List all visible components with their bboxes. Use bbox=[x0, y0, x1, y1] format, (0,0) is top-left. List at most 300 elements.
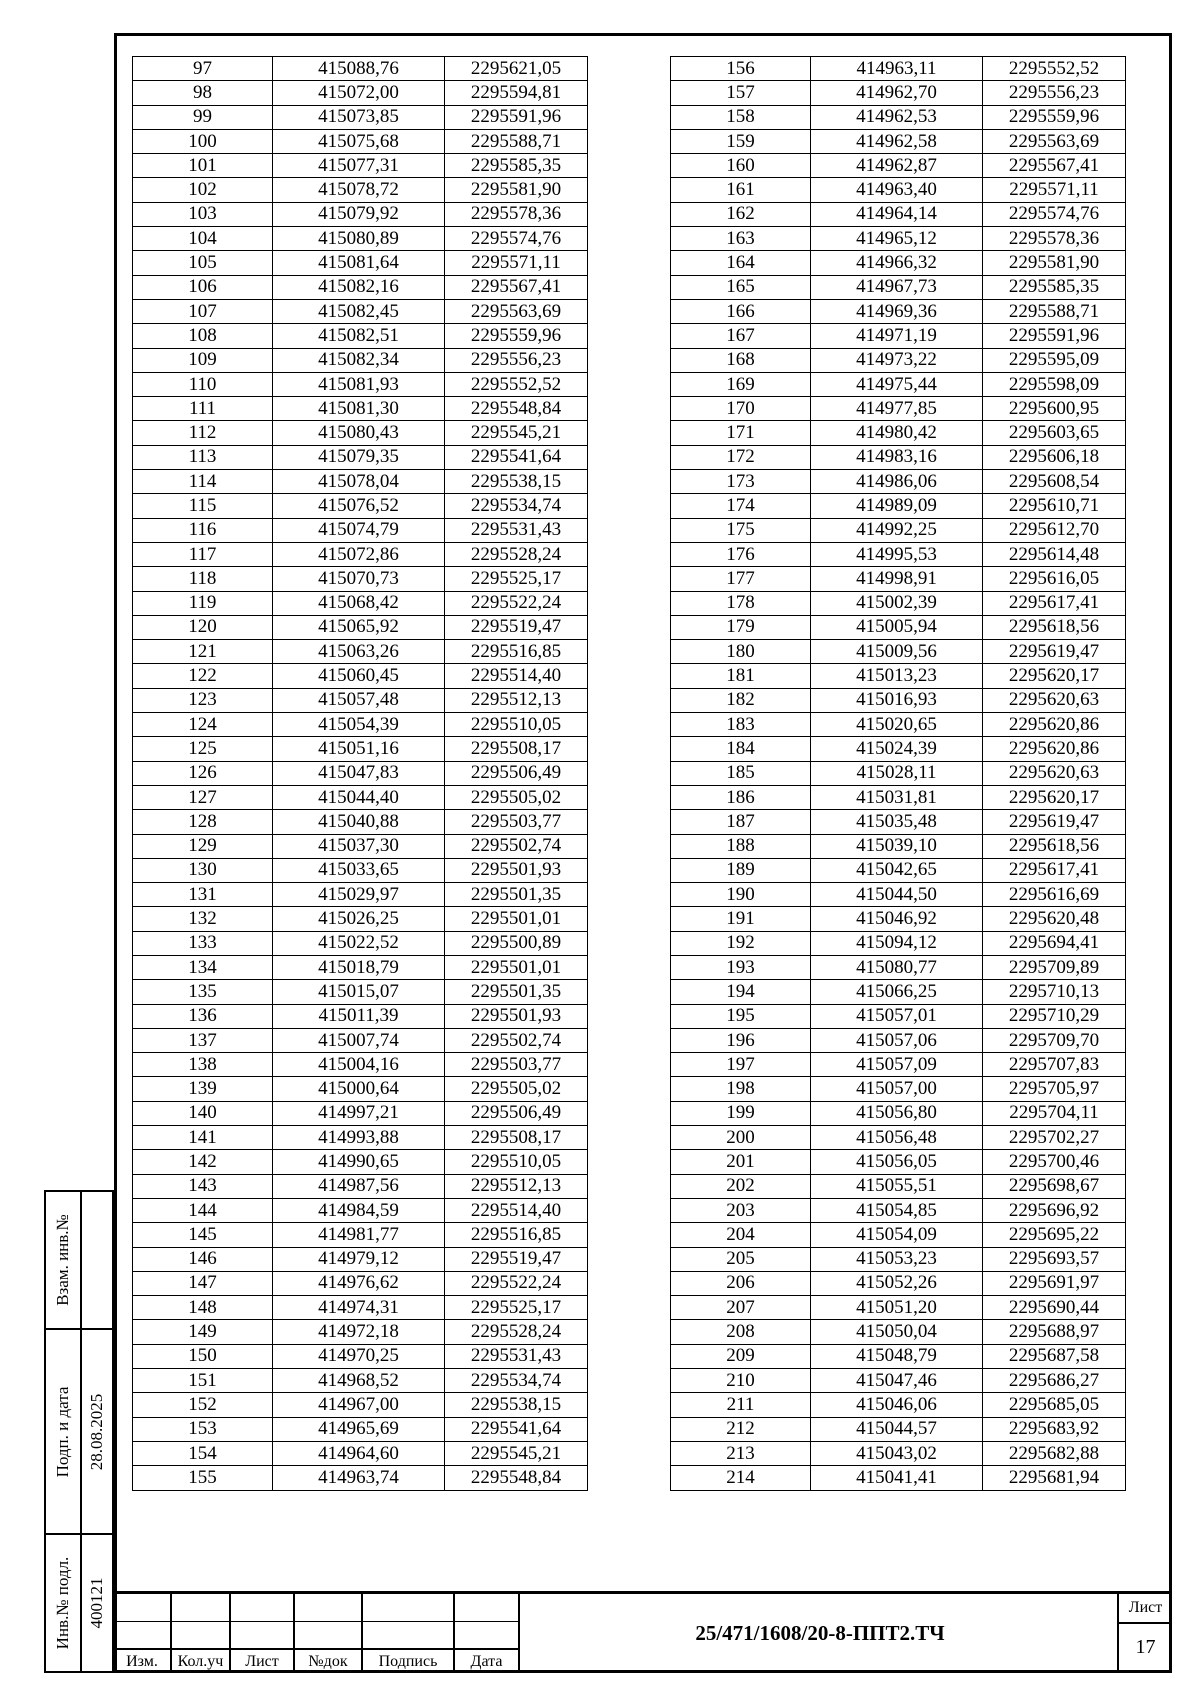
coord-x: 414962,58 bbox=[811, 129, 983, 153]
coord-x: 415051,20 bbox=[811, 1296, 983, 1320]
point-number: 174 bbox=[671, 494, 811, 518]
coord-y: 2295506,49 bbox=[445, 761, 588, 785]
coord-y: 2295578,36 bbox=[445, 202, 588, 226]
coord-y: 2295581,90 bbox=[445, 178, 588, 202]
coord-y: 2295710,29 bbox=[983, 1004, 1126, 1028]
coord-x: 415040,88 bbox=[273, 810, 445, 834]
point-number: 121 bbox=[133, 640, 273, 664]
coord-x: 414993,88 bbox=[273, 1126, 445, 1150]
coord-y: 2295545,21 bbox=[445, 421, 588, 445]
coord-y: 2295500,89 bbox=[445, 931, 588, 955]
coord-x: 415088,76 bbox=[273, 57, 445, 81]
point-number: 146 bbox=[133, 1247, 273, 1271]
coord-y: 2295519,47 bbox=[445, 615, 588, 639]
coord-y: 2295502,74 bbox=[445, 834, 588, 858]
coord-x: 415072,00 bbox=[273, 81, 445, 105]
coord-y: 2295695,22 bbox=[983, 1223, 1126, 1247]
coord-x: 415082,51 bbox=[273, 324, 445, 348]
point-number: 193 bbox=[671, 955, 811, 979]
point-number: 104 bbox=[133, 227, 273, 251]
coord-x: 415066,25 bbox=[811, 980, 983, 1004]
table-row bbox=[671, 664, 1126, 688]
coord-x: 415028,11 bbox=[811, 761, 983, 785]
table-row bbox=[133, 275, 588, 299]
coord-x: 415055,51 bbox=[811, 1174, 983, 1198]
coord-y: 2295502,74 bbox=[445, 1028, 588, 1052]
coord-x: 414979,12 bbox=[273, 1247, 445, 1271]
coord-x: 414964,60 bbox=[273, 1441, 445, 1465]
coord-y: 2295710,13 bbox=[983, 980, 1126, 1004]
coord-x: 415094,12 bbox=[811, 931, 983, 955]
coord-x: 415065,92 bbox=[273, 615, 445, 639]
coord-x: 414977,85 bbox=[811, 397, 983, 421]
coord-x: 414997,21 bbox=[273, 1101, 445, 1125]
coord-x: 415080,43 bbox=[273, 421, 445, 445]
stamp-original-inventory bbox=[44, 1535, 114, 1673]
point-number: 158 bbox=[671, 105, 811, 129]
sheet-label: Лист bbox=[1119, 1594, 1172, 1624]
coord-y: 2295698,67 bbox=[983, 1174, 1126, 1198]
coord-y: 2295709,70 bbox=[983, 1028, 1126, 1052]
point-number: 187 bbox=[671, 810, 811, 834]
table-row bbox=[671, 1441, 1126, 1465]
coord-y: 2295516,85 bbox=[445, 1223, 588, 1247]
point-number: 112 bbox=[133, 421, 273, 445]
point-number: 108 bbox=[133, 324, 273, 348]
coord-y: 2295559,96 bbox=[445, 324, 588, 348]
coord-y: 2295681,94 bbox=[983, 1466, 1126, 1490]
coord-x: 415041,41 bbox=[811, 1466, 983, 1490]
coord-y: 2295556,23 bbox=[445, 348, 588, 372]
table-row bbox=[671, 178, 1126, 202]
coord-y: 2295683,92 bbox=[983, 1417, 1126, 1441]
coord-x: 415081,64 bbox=[273, 251, 445, 275]
coord-x: 415011,39 bbox=[273, 1004, 445, 1028]
coord-y: 2295501,93 bbox=[445, 1004, 588, 1028]
coord-y: 2295608,54 bbox=[983, 470, 1126, 494]
coord-y: 2295617,41 bbox=[983, 591, 1126, 615]
table-row bbox=[133, 785, 588, 809]
point-number: 182 bbox=[671, 688, 811, 712]
coord-x: 415009,56 bbox=[811, 640, 983, 664]
coord-y: 2295528,24 bbox=[445, 542, 588, 566]
coord-x: 415072,86 bbox=[273, 542, 445, 566]
coord-y: 2295522,24 bbox=[445, 591, 588, 615]
point-number: 106 bbox=[133, 275, 273, 299]
table-row bbox=[133, 664, 588, 688]
point-number: 160 bbox=[671, 154, 811, 178]
title-col-kolutch bbox=[172, 1594, 231, 1673]
table-row bbox=[133, 1271, 588, 1295]
coord-y: 2295501,35 bbox=[445, 980, 588, 1004]
table-row bbox=[133, 1393, 588, 1417]
coord-y: 2295563,69 bbox=[983, 129, 1126, 153]
point-number: 165 bbox=[671, 275, 811, 299]
table-row bbox=[133, 324, 588, 348]
point-number: 210 bbox=[671, 1369, 811, 1393]
point-number: 142 bbox=[133, 1150, 273, 1174]
point-number: 149 bbox=[133, 1320, 273, 1344]
table-row bbox=[133, 348, 588, 372]
point-number: 109 bbox=[133, 348, 273, 372]
point-number: 133 bbox=[133, 931, 273, 955]
title-col-izm-label: Изм. bbox=[126, 1653, 158, 1670]
table-row bbox=[133, 1101, 588, 1125]
point-number: 151 bbox=[133, 1369, 273, 1393]
table-row bbox=[671, 883, 1126, 907]
coord-y: 2295512,13 bbox=[445, 1174, 588, 1198]
title-col-data bbox=[455, 1594, 520, 1673]
coord-y: 2295693,57 bbox=[983, 1247, 1126, 1271]
point-number: 188 bbox=[671, 834, 811, 858]
table-row bbox=[133, 931, 588, 955]
coord-x: 415044,57 bbox=[811, 1417, 983, 1441]
point-number: 205 bbox=[671, 1247, 811, 1271]
stamp-inv-value: 400121 bbox=[87, 1577, 106, 1629]
coord-x: 415029,97 bbox=[273, 883, 445, 907]
point-number: 161 bbox=[671, 178, 811, 202]
point-number: 155 bbox=[133, 1466, 273, 1490]
point-number: 127 bbox=[133, 785, 273, 809]
coord-x: 414974,31 bbox=[273, 1296, 445, 1320]
table-row bbox=[671, 567, 1126, 591]
coord-y: 2295552,52 bbox=[445, 372, 588, 396]
point-number: 185 bbox=[671, 761, 811, 785]
point-number: 132 bbox=[133, 907, 273, 931]
table-row bbox=[133, 470, 588, 494]
coord-y: 2295501,93 bbox=[445, 858, 588, 882]
point-number: 117 bbox=[133, 542, 273, 566]
coord-y: 2295510,05 bbox=[445, 1150, 588, 1174]
table-row bbox=[671, 445, 1126, 469]
coord-y: 2295522,24 bbox=[445, 1271, 588, 1295]
coord-x: 415078,72 bbox=[273, 178, 445, 202]
coord-x: 415054,85 bbox=[811, 1198, 983, 1222]
table-row bbox=[671, 542, 1126, 566]
title-col-list-label: Лист bbox=[245, 1653, 279, 1670]
point-number: 194 bbox=[671, 980, 811, 1004]
coord-y: 2295705,97 bbox=[983, 1077, 1126, 1101]
table-row bbox=[671, 1247, 1126, 1271]
point-number: 184 bbox=[671, 737, 811, 761]
point-number: 116 bbox=[133, 518, 273, 542]
coord-y: 2295528,24 bbox=[445, 1320, 588, 1344]
coord-y: 2295506,49 bbox=[445, 1101, 588, 1125]
coord-x: 415080,89 bbox=[273, 227, 445, 251]
table-row bbox=[671, 1344, 1126, 1368]
coord-x: 414987,56 bbox=[273, 1174, 445, 1198]
point-number: 162 bbox=[671, 202, 811, 226]
coord-x: 415053,23 bbox=[811, 1247, 983, 1271]
coord-x: 414963,40 bbox=[811, 178, 983, 202]
coord-x: 414986,06 bbox=[811, 470, 983, 494]
coord-x: 414969,36 bbox=[811, 299, 983, 323]
point-number: 131 bbox=[133, 883, 273, 907]
coord-x: 414965,69 bbox=[273, 1417, 445, 1441]
table-row bbox=[671, 1198, 1126, 1222]
table-row bbox=[133, 129, 588, 153]
table-row bbox=[671, 1174, 1126, 1198]
table-row bbox=[133, 542, 588, 566]
table-row bbox=[133, 980, 588, 1004]
coord-y: 2295694,41 bbox=[983, 931, 1126, 955]
table-row bbox=[133, 1198, 588, 1222]
point-number: 166 bbox=[671, 299, 811, 323]
point-number: 197 bbox=[671, 1053, 811, 1077]
coord-y: 2295620,63 bbox=[983, 761, 1126, 785]
point-number: 119 bbox=[133, 591, 273, 615]
table-row bbox=[133, 810, 588, 834]
coord-x: 415048,79 bbox=[811, 1344, 983, 1368]
point-number: 152 bbox=[133, 1393, 273, 1417]
point-number: 110 bbox=[133, 372, 273, 396]
point-number: 177 bbox=[671, 567, 811, 591]
table-row bbox=[671, 1053, 1126, 1077]
table-row bbox=[133, 883, 588, 907]
point-number: 214 bbox=[671, 1466, 811, 1490]
table-row bbox=[671, 834, 1126, 858]
coord-x: 415081,30 bbox=[273, 397, 445, 421]
coord-x: 415054,39 bbox=[273, 713, 445, 737]
coord-x: 414966,32 bbox=[811, 251, 983, 275]
table-row bbox=[133, 955, 588, 979]
coord-y: 2295620,86 bbox=[983, 737, 1126, 761]
point-number: 101 bbox=[133, 154, 273, 178]
table-row bbox=[133, 615, 588, 639]
point-number: 123 bbox=[133, 688, 273, 712]
coord-x: 414995,53 bbox=[811, 542, 983, 566]
coord-y: 2295620,17 bbox=[983, 664, 1126, 688]
coord-y: 2295541,64 bbox=[445, 1417, 588, 1441]
coord-y: 2295552,52 bbox=[983, 57, 1126, 81]
table-row bbox=[133, 445, 588, 469]
coord-x: 415044,40 bbox=[273, 785, 445, 809]
point-number: 167 bbox=[671, 324, 811, 348]
table-row bbox=[671, 737, 1126, 761]
table-row bbox=[671, 129, 1126, 153]
coord-y: 2295508,17 bbox=[445, 737, 588, 761]
title-block bbox=[114, 1591, 1172, 1673]
coord-x: 414962,53 bbox=[811, 105, 983, 129]
coord-y: 2295505,02 bbox=[445, 785, 588, 809]
point-number: 200 bbox=[671, 1126, 811, 1150]
coord-x: 414970,25 bbox=[273, 1344, 445, 1368]
table-row bbox=[133, 1369, 588, 1393]
point-number: 156 bbox=[671, 57, 811, 81]
coord-y: 2295606,18 bbox=[983, 445, 1126, 469]
point-number: 102 bbox=[133, 178, 273, 202]
coord-y: 2295591,96 bbox=[445, 105, 588, 129]
table-row bbox=[671, 1150, 1126, 1174]
table-row bbox=[133, 57, 588, 81]
coord-x: 415035,48 bbox=[811, 810, 983, 834]
point-number: 202 bbox=[671, 1174, 811, 1198]
coord-x: 415068,42 bbox=[273, 591, 445, 615]
point-number: 183 bbox=[671, 713, 811, 737]
coord-x: 415056,05 bbox=[811, 1150, 983, 1174]
table-row bbox=[671, 955, 1126, 979]
table-row bbox=[671, 1271, 1126, 1295]
coord-x: 415000,64 bbox=[273, 1077, 445, 1101]
title-row-divider bbox=[114, 1621, 520, 1622]
title-row-divider bbox=[114, 1648, 520, 1650]
point-number: 144 bbox=[133, 1198, 273, 1222]
coord-x: 415044,50 bbox=[811, 883, 983, 907]
coord-x: 414965,12 bbox=[811, 227, 983, 251]
point-number: 169 bbox=[671, 372, 811, 396]
coord-y: 2295578,36 bbox=[983, 227, 1126, 251]
table-row bbox=[671, 227, 1126, 251]
table-row bbox=[671, 1296, 1126, 1320]
point-number: 176 bbox=[671, 542, 811, 566]
table-row bbox=[671, 1466, 1126, 1490]
table-row bbox=[133, 567, 588, 591]
coord-x: 415075,68 bbox=[273, 129, 445, 153]
coord-x: 415054,09 bbox=[811, 1223, 983, 1247]
coord-y: 2295702,27 bbox=[983, 1126, 1126, 1150]
point-number: 120 bbox=[133, 615, 273, 639]
coord-y: 2295619,47 bbox=[983, 810, 1126, 834]
coord-x: 415015,07 bbox=[273, 980, 445, 1004]
coord-y: 2295525,17 bbox=[445, 567, 588, 591]
coord-x: 415046,92 bbox=[811, 907, 983, 931]
coord-x: 415043,02 bbox=[811, 1441, 983, 1465]
stamp-vzam-label: Взам. инв.№ bbox=[53, 1214, 72, 1306]
coord-y: 2295612,70 bbox=[983, 518, 1126, 542]
point-number: 178 bbox=[671, 591, 811, 615]
point-number: 173 bbox=[671, 470, 811, 494]
table-row bbox=[671, 810, 1126, 834]
table-row bbox=[133, 640, 588, 664]
coord-x: 414998,91 bbox=[811, 567, 983, 591]
table-row bbox=[671, 251, 1126, 275]
point-number: 198 bbox=[671, 1077, 811, 1101]
coordinates-table-right-body bbox=[671, 57, 1126, 1491]
coordinates-table-right bbox=[670, 56, 1126, 1491]
coord-x: 415050,04 bbox=[811, 1320, 983, 1344]
coord-y: 2295516,85 bbox=[445, 640, 588, 664]
point-number: 209 bbox=[671, 1344, 811, 1368]
coord-x: 415082,45 bbox=[273, 299, 445, 323]
coord-y: 2295556,23 bbox=[983, 81, 1126, 105]
coord-y: 2295707,83 bbox=[983, 1053, 1126, 1077]
sheet-box bbox=[1117, 1594, 1172, 1673]
coord-y: 2295616,05 bbox=[983, 567, 1126, 591]
table-row bbox=[671, 1101, 1126, 1125]
coord-y: 2295616,69 bbox=[983, 883, 1126, 907]
table-row bbox=[133, 737, 588, 761]
point-number: 212 bbox=[671, 1417, 811, 1441]
table-row bbox=[671, 397, 1126, 421]
point-number: 171 bbox=[671, 421, 811, 445]
coord-y: 2295567,41 bbox=[445, 275, 588, 299]
coordinates-table-left-body bbox=[133, 57, 588, 1491]
table-row bbox=[133, 761, 588, 785]
point-number: 143 bbox=[133, 1174, 273, 1198]
coord-y: 2295548,84 bbox=[445, 397, 588, 421]
point-number: 139 bbox=[133, 1077, 273, 1101]
point-number: 213 bbox=[671, 1441, 811, 1465]
title-col-list bbox=[231, 1594, 295, 1673]
coord-x: 414968,52 bbox=[273, 1369, 445, 1393]
point-number: 124 bbox=[133, 713, 273, 737]
coord-y: 2295548,84 bbox=[445, 1466, 588, 1490]
table-row bbox=[671, 688, 1126, 712]
table-row bbox=[671, 1320, 1126, 1344]
point-number: 97 bbox=[133, 57, 273, 81]
coord-x: 415056,80 bbox=[811, 1101, 983, 1125]
coord-y: 2295585,35 bbox=[445, 154, 588, 178]
point-number: 100 bbox=[133, 129, 273, 153]
table-row bbox=[671, 907, 1126, 931]
coord-y: 2295620,48 bbox=[983, 907, 1126, 931]
coord-x: 415002,39 bbox=[811, 591, 983, 615]
point-number: 154 bbox=[133, 1441, 273, 1465]
table-row bbox=[133, 1247, 588, 1271]
point-number: 195 bbox=[671, 1004, 811, 1028]
table-row bbox=[133, 227, 588, 251]
point-number: 128 bbox=[133, 810, 273, 834]
stamp-replacement-inventory bbox=[44, 1190, 114, 1330]
point-number: 189 bbox=[671, 858, 811, 882]
document-code: 25/471/1608/20-8-ППТ2.ТЧ bbox=[695, 1621, 945, 1645]
table-row bbox=[133, 1296, 588, 1320]
coord-x: 415078,04 bbox=[273, 470, 445, 494]
table-row bbox=[133, 1174, 588, 1198]
point-number: 125 bbox=[133, 737, 273, 761]
coord-y: 2295690,44 bbox=[983, 1296, 1126, 1320]
coord-x: 415005,94 bbox=[811, 615, 983, 639]
point-number: 206 bbox=[671, 1271, 811, 1295]
coord-x: 415081,93 bbox=[273, 372, 445, 396]
table-row bbox=[133, 518, 588, 542]
table-row bbox=[671, 202, 1126, 226]
stamp-signature-date bbox=[44, 1330, 114, 1535]
table-row bbox=[133, 1077, 588, 1101]
coord-y: 2295691,97 bbox=[983, 1271, 1126, 1295]
title-col-ndok bbox=[295, 1594, 363, 1673]
table-row bbox=[671, 421, 1126, 445]
point-number: 164 bbox=[671, 251, 811, 275]
coord-x: 415020,65 bbox=[811, 713, 983, 737]
table-row bbox=[133, 858, 588, 882]
table-row bbox=[133, 105, 588, 129]
coord-x: 415007,74 bbox=[273, 1028, 445, 1052]
coord-x: 415079,92 bbox=[273, 202, 445, 226]
coord-x: 415026,25 bbox=[273, 907, 445, 931]
coord-y: 2295600,95 bbox=[983, 397, 1126, 421]
coord-y: 2295574,76 bbox=[445, 227, 588, 251]
coord-x: 414967,00 bbox=[273, 1393, 445, 1417]
stamp-podp-label: Подп. и дата bbox=[53, 1386, 72, 1477]
stamp-inv-label: Инв.№ подл. bbox=[53, 1556, 72, 1650]
point-number: 208 bbox=[671, 1320, 811, 1344]
table-row bbox=[671, 470, 1126, 494]
point-number: 115 bbox=[133, 494, 273, 518]
table-row bbox=[671, 1028, 1126, 1052]
point-number: 137 bbox=[133, 1028, 273, 1052]
point-number: 199 bbox=[671, 1101, 811, 1125]
coord-y: 2295512,13 bbox=[445, 688, 588, 712]
coord-x: 414983,16 bbox=[811, 445, 983, 469]
coord-y: 2295538,15 bbox=[445, 470, 588, 494]
coord-y: 2295534,74 bbox=[445, 1369, 588, 1393]
coord-y: 2295581,90 bbox=[983, 251, 1126, 275]
table-row bbox=[133, 1028, 588, 1052]
table-row bbox=[671, 518, 1126, 542]
table-row bbox=[133, 713, 588, 737]
coord-y: 2295588,71 bbox=[983, 299, 1126, 323]
